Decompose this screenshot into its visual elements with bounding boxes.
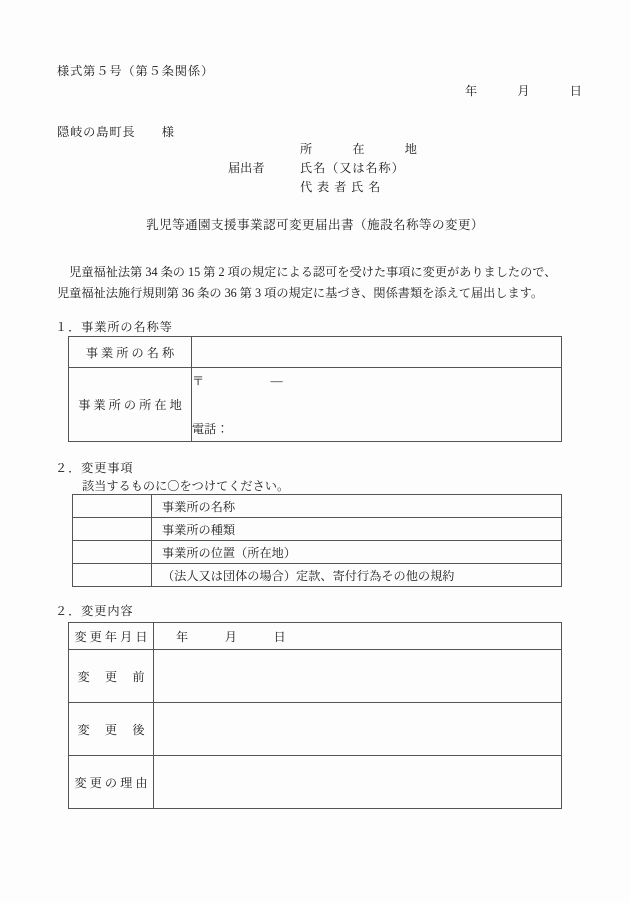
intro-line-1: 児童福祉法第 34 条の 15 第 2 項の規定による認可を受けた事項に変更がありましたので、	[57, 265, 557, 279]
table-row	[73, 518, 562, 541]
submitter-row-representative	[228, 178, 418, 197]
before-change-field[interactable]	[154, 650, 562, 703]
table-row	[69, 703, 562, 756]
submitter-block	[228, 140, 418, 197]
before-change-label: 変 更 前	[69, 650, 154, 703]
item-label-3: 事業所の位置（所在地）	[152, 541, 562, 564]
change-date-label: 変 更 年 月 日	[69, 623, 154, 650]
table-row	[69, 650, 562, 703]
change-reason-label: 変 更 の 理 由	[69, 756, 154, 809]
office-name-label: 事 業 所 の 名 称	[69, 337, 192, 368]
submitter-representative-label: 代 表 者 氏 名	[300, 180, 382, 194]
table-row	[69, 368, 562, 442]
section-detail-heading: ２．変更内容	[55, 604, 134, 618]
change-items-table	[72, 494, 562, 587]
item-mark-cell-3[interactable]	[73, 541, 152, 564]
table-row	[69, 337, 562, 368]
after-change-field[interactable]	[154, 703, 562, 756]
telephone-field[interactable]: 電話：	[192, 422, 229, 436]
after-change-label: 変 更 後	[69, 703, 154, 756]
intro-line-2: 児童福祉法施行規則第 36 条の 36 第 3 項の規定に基づき、関係書類を添えて届出します。	[57, 286, 544, 300]
item-label-2: 事業所の種類	[152, 518, 562, 541]
form-code-label: 様式第５号（第５条関係）	[57, 64, 215, 78]
table-row	[69, 756, 562, 809]
change-reason-field[interactable]	[154, 756, 562, 809]
postal-code-field[interactable]: 〒 ―	[192, 374, 284, 388]
table-row	[73, 495, 562, 518]
date-line: 年 月 日	[465, 84, 583, 98]
office-address-label: 事 業 所 の 所 在 地	[69, 368, 192, 442]
section-items-heading: ２．変更事項	[55, 461, 134, 475]
item-mark-cell-1[interactable]	[73, 495, 152, 518]
office-name-field[interactable]	[192, 337, 562, 368]
office-address-field[interactable]	[192, 368, 562, 442]
change-date-field[interactable]: 年 月 日	[154, 623, 562, 650]
addressee-line: 隠岐の島町長 様	[57, 125, 175, 139]
item-mark-cell-4[interactable]	[73, 564, 152, 587]
page-title: 乳児等通園支援事業認可変更届出書（施設名称等の変更）	[146, 218, 484, 232]
table-row	[73, 564, 562, 587]
section-office-heading: １．事業所の名称等	[55, 320, 173, 334]
table-row	[73, 541, 562, 564]
intro-paragraph	[57, 262, 577, 304]
item-mark-cell-2[interactable]	[73, 518, 152, 541]
item-label-1: 事業所の名称	[152, 495, 562, 518]
submitter-row-location	[228, 140, 418, 159]
submitter-location-label: 所 在 地	[300, 142, 418, 156]
submitter-name-label: 氏名（又は名称）	[300, 161, 405, 175]
section-items-note: 該当するものに〇をつけてください。	[82, 479, 290, 493]
office-info-table	[68, 336, 562, 442]
change-detail-table	[68, 622, 562, 809]
submitter-row-name	[228, 159, 418, 178]
submitter-label: 届出者	[228, 161, 265, 175]
item-label-4: （法人又は団体の場合）定款、寄付行為その他の規約	[152, 564, 562, 587]
table-row	[69, 623, 562, 650]
